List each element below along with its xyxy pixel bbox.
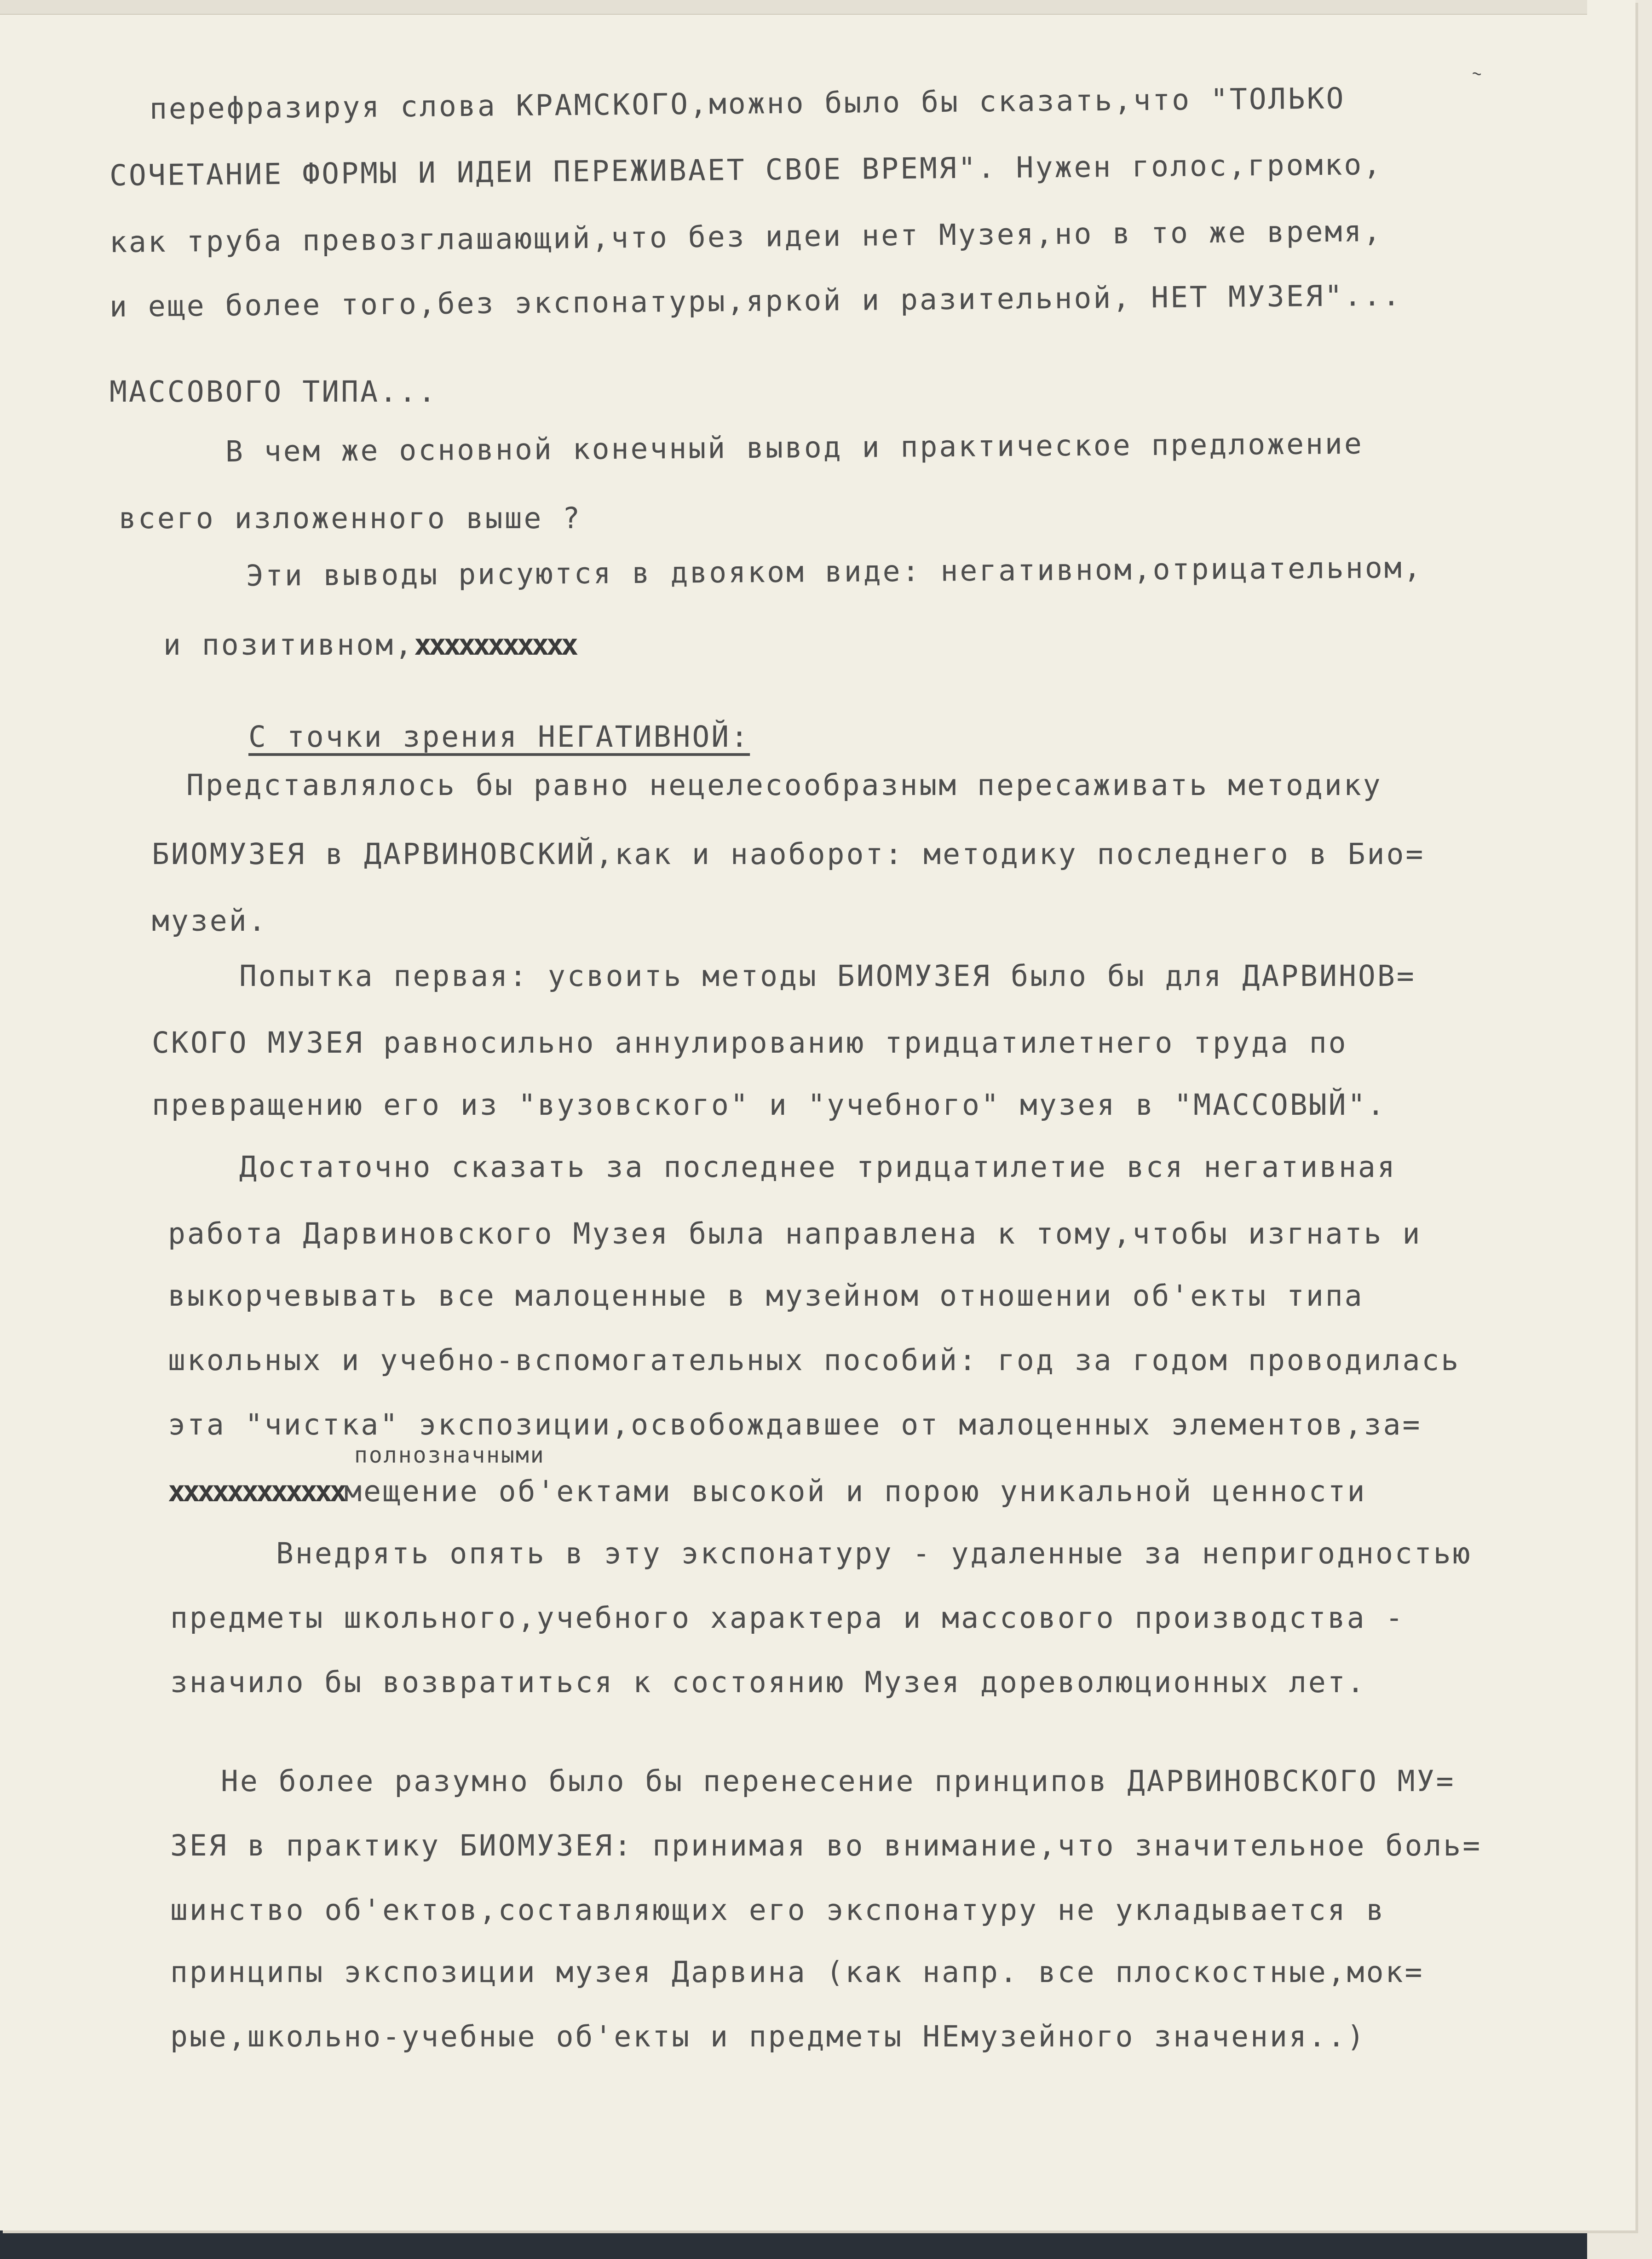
text-line: перефразируя слова КРАМСКОГО,можно было бы сказать,что "ТОЛЬКО <box>149 81 1346 126</box>
text-line <box>168 1475 1366 1508</box>
text-line: как труба превозглашающий,что без идеи нет Музея,но в то же время, <box>109 214 1383 259</box>
top-edge-strip <box>0 0 1587 15</box>
text-line: МАССОВОГО ТИПА... <box>109 375 437 409</box>
text-line <box>163 628 576 662</box>
text-line: превращению его из "вузовского" и "учебного" музея в "МАССОВЫЙ". <box>152 1088 1387 1122</box>
text-line: Не более разумно было бы перенесение принципов ДАРВИНОВСКОГО МУ= <box>221 1764 1456 1798</box>
handwritten-insertion: полнозначными <box>354 1442 545 1468</box>
text-line: Достаточно сказать за последнее тридцатилетие вся негативная <box>239 1150 1397 1184</box>
struck-out-text: ххххххххххх <box>414 628 576 662</box>
line-text: и позитивном, <box>163 628 414 662</box>
text-line: шинство об'ектов,составляющих его экспонатуру не укладывается в <box>170 1893 1386 1927</box>
section-heading: С точки зрения НЕГАТИВНОЙ: <box>248 720 750 754</box>
text-line: Внедрять опять в эту экспонатуру - удаленные за непригодностью <box>276 1537 1472 1570</box>
text-line: работа Дарвиновского Музея была направлена к тому,чтобы изгнать и <box>168 1217 1422 1251</box>
text-line: Представлялось бы равно нецелесообразным пересаживать методику <box>186 768 1382 802</box>
text-line: рые,школьно-учебные об'екты и предметы НЕмузейного значения..) <box>170 2020 1366 2053</box>
struck-out-text: хххххххххххх <box>168 1475 345 1508</box>
text-line: музей. <box>152 904 268 938</box>
text-line: и еще более того,без экспонатуры,яркой и разительной, НЕТ МУЗЕЯ"... <box>109 278 1402 323</box>
text-line: принципы экспозиции музея Дарвина (как напр. все плоскостные,мок= <box>170 1955 1424 1989</box>
text-line: Эти выводы рисуются в двояком виде: негативном,отрицательном, <box>246 551 1423 593</box>
text-line: В чем же основной конечный вывод и практическое предложение <box>225 426 1364 468</box>
line-text: мещение об'ектами высокой и порою уникальной ценности <box>344 1475 1367 1508</box>
page-mark: ~ <box>1470 63 1483 84</box>
text-line: Попытка первая: усвоить методы БИОМУЗЕЯ было бы для ДАРВИНОВ= <box>239 959 1416 993</box>
text-line: предметы школьного,учебного характера и массового производства - <box>170 1601 1405 1635</box>
text-line: эта "чистка" экспозиции,освобождавшее от малоценных элементов,за= <box>168 1408 1422 1441</box>
text-line: СКОГО МУЗЕЯ равносильно аннулированию тридцатилетнего труда по <box>152 1026 1348 1060</box>
text-line: СОЧЕТАНИЕ ФОРМЫ И ИДЕИ ПЕРЕЖИВАЕТ СВОЕ ВРЕМЯ". Нужен голос,громко, <box>109 147 1383 192</box>
text-line: выкорчевывать все малоценные в музейном отношении об'екты типа <box>168 1279 1364 1313</box>
text-line: БИОМУЗЕЯ в ДАРВИНОВСКИЙ,как и наоборот: методику последнего в Био= <box>152 837 1425 871</box>
text-line: значило бы возвратиться к состоянию Музея дореволюционных лет. <box>170 1665 1366 1699</box>
text-line: школьных и учебно-вспомогательных пособий: год за годом проводилась <box>168 1343 1461 1377</box>
text-line: всего изложенного выше ? <box>119 501 582 535</box>
text-line: ЗЕЯ в практику БИОМУЗЕЯ: принимая во внимание,что значительное боль= <box>170 1829 1482 1862</box>
